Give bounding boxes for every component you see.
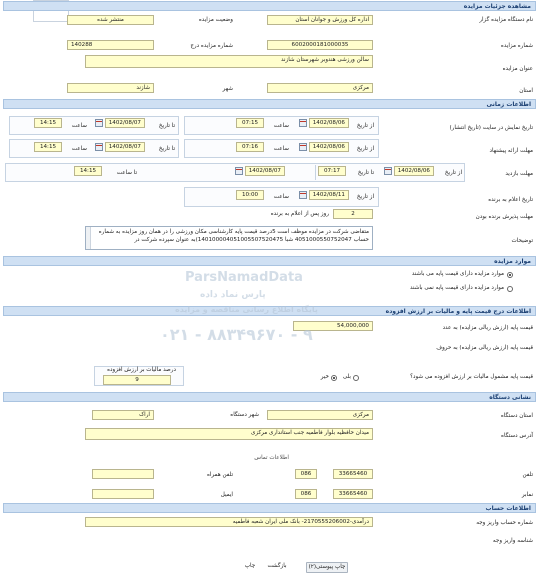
city-label: شهر <box>222 86 233 92</box>
publish-to-time-label: ساعت <box>71 123 87 129</box>
items-without-price-label: موارد مزایده دارای قیمت پایه نمی باشند <box>410 285 504 291</box>
winner-time-label: ساعت <box>273 194 289 200</box>
calendar-icon[interactable] <box>235 167 243 175</box>
offer-to-date[interactable]: 1402/08/07 <box>105 142 145 152</box>
tax-no-label: خیر <box>320 374 329 380</box>
email-field <box>92 489 154 499</box>
section-header-account: اطلاعات حساب <box>3 503 536 513</box>
reg-number-field: 140288 <box>67 40 154 50</box>
mobile-label: تلفن همراه <box>206 472 233 478</box>
org-field: اداره کل ورزش و جوانان استان <box>267 15 373 25</box>
section-header-time: اطلاعات زمانی <box>3 99 536 109</box>
org-province-label: استان دستگاه <box>500 413 533 419</box>
print-button[interactable]: چاپ <box>244 563 256 569</box>
publish-from-time-label: ساعت <box>273 123 289 129</box>
visit-from-label: از تاریخ <box>444 170 462 176</box>
tax-percent-field: 9 <box>103 375 171 385</box>
email-label: ایمیل <box>220 492 233 498</box>
tax-yes-label: بلی <box>342 374 351 380</box>
calendar-icon[interactable] <box>384 167 392 175</box>
visit-to-time-label: تا ساعت <box>116 170 137 176</box>
status-label: وضعیت مزایده <box>198 17 233 23</box>
price-number-field: 54,000,000 <box>293 321 373 331</box>
org-province-field: مرکزی <box>267 410 373 420</box>
winner-from-label: از تاریخ <box>356 194 374 200</box>
calendar-icon[interactable] <box>299 119 307 127</box>
offer-to-label: تا تاریخ <box>158 146 175 152</box>
account-field: درآمدی-2170555206002- بانک ملی ایران شعبه فاطمیه <box>85 517 373 527</box>
print-receipt-button[interactable]: چاپ پیوستی(۲) <box>306 562 348 573</box>
org-address-field: میدان حافظیه بلوار فاطمیه جنب استانداری مرکزی <box>85 428 373 440</box>
offer-deadline-label: مهلت ارائه پیشنهاد <box>489 148 533 154</box>
items-without-price-radio[interactable] <box>507 286 513 292</box>
offer-from-date[interactable]: 1402/08/06 <box>309 142 349 152</box>
publish-to-label: تا تاریخ <box>158 123 175 129</box>
phone-field: 33665460 <box>333 469 373 479</box>
offer-from-time[interactable]: 07:16 <box>236 142 264 152</box>
phone-code-field: 086 <box>295 469 317 479</box>
winner-accept-label: مهلت پذیرش برنده بودن <box>475 214 533 220</box>
account-label: شماره حساب واریز وجه <box>476 520 533 526</box>
fax-label: نمابر <box>521 492 533 498</box>
publish-from-label: از تاریخ <box>356 123 374 129</box>
calendar-icon[interactable] <box>95 143 103 151</box>
items-with-price-radio[interactable] <box>507 272 513 278</box>
section-header-items: موارد مزایده <box>3 256 536 266</box>
calendar-icon[interactable] <box>95 119 103 127</box>
offer-from-label: از تاریخ <box>356 146 374 152</box>
auction-title-label: عنوان مزایده <box>502 66 533 72</box>
publish-to-time[interactable]: 14:15 <box>34 118 62 128</box>
org-city-field: اراک <box>92 410 154 420</box>
visit-deadline-label: مهلت بازدید <box>505 171 533 177</box>
publish-from-time[interactable]: 07:15 <box>236 118 264 128</box>
winner-accept-suffix: روز پس از اعلام به برنده <box>270 211 329 217</box>
watermark-portal: پایگاه اطلاع رسانی مناقصه و مزایده <box>175 305 318 314</box>
tax-yes-radio[interactable] <box>353 375 359 381</box>
section-header-price: اطلاعات درج قیمت پایه و مالیات بر ارزش افزوده <box>3 306 536 316</box>
watermark-site: ParsNamadData <box>185 270 303 285</box>
visit-to-label: تا تاریخ <box>357 170 374 176</box>
province-label: استان <box>519 88 533 94</box>
separator <box>315 165 316 180</box>
fax-field: 33665460 <box>333 489 373 499</box>
winner-accept-days: 2 <box>333 209 373 219</box>
auction-number-field: 6002000181000035 <box>267 40 373 50</box>
visit-from-date[interactable]: 1402/08/06 <box>394 166 434 176</box>
publish-from-date[interactable]: 1402/08/06 <box>309 118 349 128</box>
offer-to-time[interactable]: 14:15 <box>34 142 62 152</box>
description-textarea[interactable]: متقاضی شرکت در مزایده موظف است 5درصد قیمت پایه کارشناسی مکان ورزشی را در همان روز مزایده به شماره حساب 4051000550752047 شبا 140100004051005507520475)به عنوان سپرده شرکت در <box>85 226 373 250</box>
publish-to-date[interactable]: 1402/08/07 <box>105 118 145 128</box>
back-button[interactable]: بازگشت <box>267 563 287 569</box>
visit-from-time[interactable]: 07:17 <box>318 166 346 176</box>
watermark-fa: پارس نماد داده <box>200 290 266 300</box>
section-header-details: مشاهده جزئیات مزایده <box>3 1 536 11</box>
offer-from-time-label: ساعت <box>273 146 289 152</box>
winner-announce-label: تاریخ اعلام به برنده <box>488 197 533 203</box>
visit-to-time[interactable]: 14:15 <box>74 166 102 176</box>
province-field: مرکزی <box>267 83 373 93</box>
tax-question-label: قیمت پایه مشمول مالیات بر ارزش افزوده می شود؟ <box>410 374 533 380</box>
calendar-icon[interactable] <box>299 191 307 199</box>
offer-to-time-label: ساعت <box>71 146 87 152</box>
winner-time[interactable]: 10:00 <box>236 190 264 200</box>
visit-to-date[interactable]: 1402/08/07 <box>245 166 285 176</box>
tax-no-radio[interactable] <box>331 375 337 381</box>
section-header-address: نشانی دستگاه <box>3 392 536 402</box>
price-words-label: قیمت پایه (ارزش ریالی مزایده) به حروف <box>436 345 533 351</box>
mobile-field <box>92 469 154 479</box>
tax-percent-label: درصد مالیات بر ارزش افزوده <box>107 367 176 373</box>
calendar-icon[interactable] <box>299 143 307 151</box>
description-label: توضیحات <box>511 238 533 244</box>
publish-date-label: تاریخ نمایش در سایت (تاریخ انتشار) <box>449 125 533 131</box>
winner-date[interactable]: 1402/08/11 <box>309 190 349 200</box>
price-number-label: قیمت پایه (ارزش ریالی مزایده) به عدد <box>442 325 533 331</box>
org-label: نام دستگاه مزایده گزار <box>479 17 533 23</box>
contact-title: اطلاعات تماس <box>254 455 289 461</box>
fax-code-field: 086 <box>295 489 317 499</box>
items-with-price-label: موارد مزایده دارای قیمت پایه می باشند <box>411 271 504 277</box>
org-city-label: شهر دستگاه <box>230 412 259 418</box>
city-field: شازند <box>67 83 154 93</box>
phone-label: تلفن <box>522 472 533 478</box>
scrollbar[interactable] <box>86 227 91 249</box>
deposit-id-label: شناسه واریز وجه <box>492 538 533 544</box>
auction-number-label: شماره مزایده <box>500 43 533 49</box>
org-address-label: آدرس دستگاه <box>501 433 533 439</box>
status-field: منتشر شده <box>67 15 154 25</box>
auction-title-field: سالن ورزشی هندوبر شهرستان شازند <box>85 55 373 68</box>
reg-number-label: شماره مزایده درج <box>190 43 233 49</box>
watermark-phone: ۰۲۱ - ۸۸۳۴۹۶۷۰ - ۹ <box>160 325 313 344</box>
